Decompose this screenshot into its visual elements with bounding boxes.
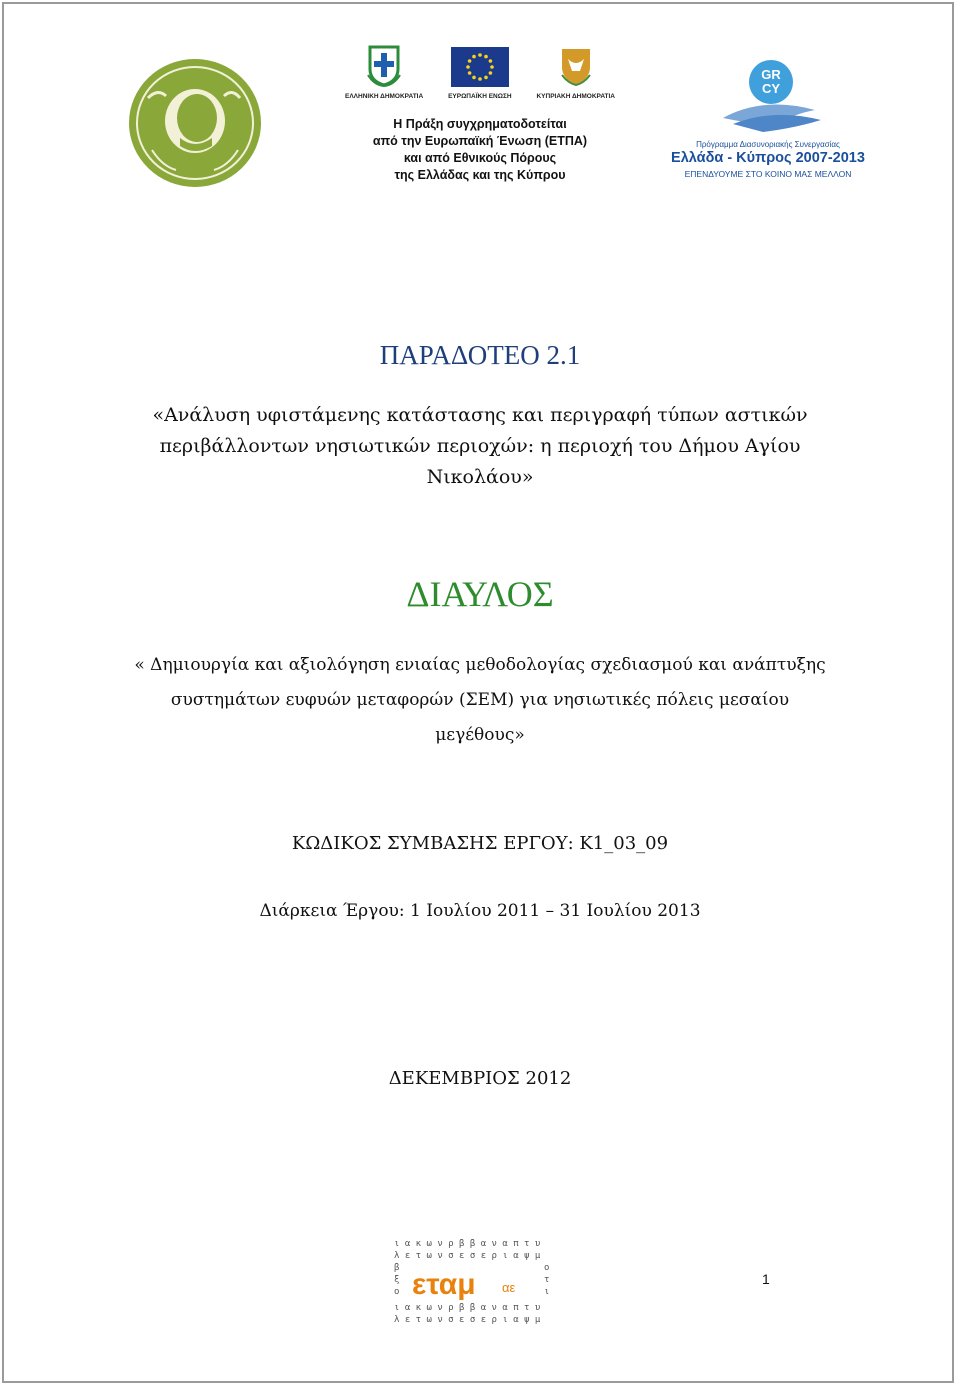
cofunding-line: της Ελλάδας και της Κύπρου — [394, 168, 566, 182]
cyprus-republic-logo — [536, 45, 615, 100]
programme-title: Ελλάδα - Κύπρος 2007-2013 — [671, 150, 865, 166]
project-description — [0, 648, 960, 753]
greek-emblem-icon — [366, 45, 402, 87]
svg-text:ο: ο — [394, 1287, 400, 1297]
logo-letters-row: λ ε τ ω ν σ ε σ ε ρ ι α ψ μ — [394, 1315, 541, 1325]
project-description-line: συστημάτων ευφυών μεταφορών (ΣΕΜ) για νησιωτικές πόλεις μεσαίου — [170, 690, 790, 710]
report-title-line: «Ανάλυση υφιστάμενης κατάστασης και περιγραφή τύπων αστικών — [152, 404, 808, 426]
svg-text:ι: ι — [544, 1287, 550, 1297]
cyprus-republic-caption: ΚΥΠΡΙΑΚΗ ΔΗΜΟΚΡΑΤΙΑ — [536, 93, 615, 100]
svg-text:ο: ο — [544, 1263, 550, 1273]
cofunding-block — [345, 45, 615, 184]
report-title — [0, 400, 960, 493]
logo-letters-row: λ ε τ ω ν σ ε σ ε ρ ι α ψ μ — [394, 1251, 541, 1261]
logo-letters-row: ι α κ ω ν ρ β β α ν α π τ υ — [394, 1303, 541, 1313]
svg-text:τ: τ — [544, 1275, 550, 1285]
programme-slogan: ΕΠΕΝΔΥΟΥΜΕ ΣΤΟ ΚΟΙΝΟ ΜΑΣ ΜΕΛΛΟΝ — [684, 169, 852, 179]
report-title-line: Νικολάου» — [426, 466, 534, 488]
logo-letters-row: ι α κ ω ν ρ β β α ν α π τ υ — [394, 1239, 541, 1249]
cofunding-statement — [345, 116, 615, 184]
project-description-line: μεγέθους» — [435, 725, 525, 745]
project-duration: Διάρκεια Έργου: 1 Ιουλίου 2011 – 31 Ιουλίου 2013 — [259, 901, 701, 921]
svg-text:β: β — [394, 1263, 400, 1273]
european-union-logo — [441, 47, 518, 100]
cofunding-line: Η Πράξη συγχρηματοδοτείται — [393, 117, 567, 131]
project-description-line: « Δημιουργία και αξιολόγηση ενιαίας μεθοδολογίας σχεδιασμού και ανάπτυξης — [134, 655, 826, 675]
greek-republic-caption: ΕΛΛΗΝΙΚΗ ΔΗΜΟΚΡΑΤΙΑ — [345, 93, 424, 100]
report-title-line: περιβάλλοντων νησιωτικών περιοχών: η περιοχή του Δήμου Αγίου — [159, 435, 801, 457]
cofunding-line: και από Εθνικούς Πόρους — [403, 151, 557, 165]
greek-republic-logo — [345, 45, 423, 100]
cyprus-emblem-icon — [558, 45, 594, 87]
svg-text:CY: CY — [761, 81, 781, 96]
etam-wordmark: εταμ — [412, 1268, 476, 1301]
contract-code: ΚΩΔΙΚΟΣ ΣΥΜΒΑΣΗΣ ΕΡΓΟΥ: Κ1_03_09 — [291, 833, 669, 854]
programme-subtitle: Πρόγραμμα Διασυνοριακής Συνεργασίας — [696, 140, 840, 149]
etam-suffix: αε — [502, 1280, 516, 1295]
svg-text:GR: GR — [761, 67, 781, 82]
municipal-seal-logo — [128, 58, 263, 188]
cofunding-line: από την Ευρωπαϊκή Ένωση (ΕΤΠΑ) — [372, 134, 588, 148]
svg-text:ξ: ξ — [394, 1275, 400, 1285]
document-date: ΔΕΚΕΜΒΡΙΟΣ 2012 — [388, 1068, 572, 1089]
deliverable-heading: ΠΑΡΑΔΟΤΕΟ 2.1 — [379, 340, 581, 370]
european-union-caption: ΕΥΡΩΠΑΪΚΗ ΕΝΩΣΗ — [448, 93, 512, 100]
programme-logo — [668, 58, 868, 179]
etam-company-logo — [392, 1237, 562, 1325]
eu-flag-icon — [451, 47, 509, 87]
page-number: 1 — [762, 1271, 770, 1287]
grcy-dolphin-icon — [703, 58, 833, 134]
project-name: ΔΙΑΥΛΟΣ — [406, 574, 554, 614]
